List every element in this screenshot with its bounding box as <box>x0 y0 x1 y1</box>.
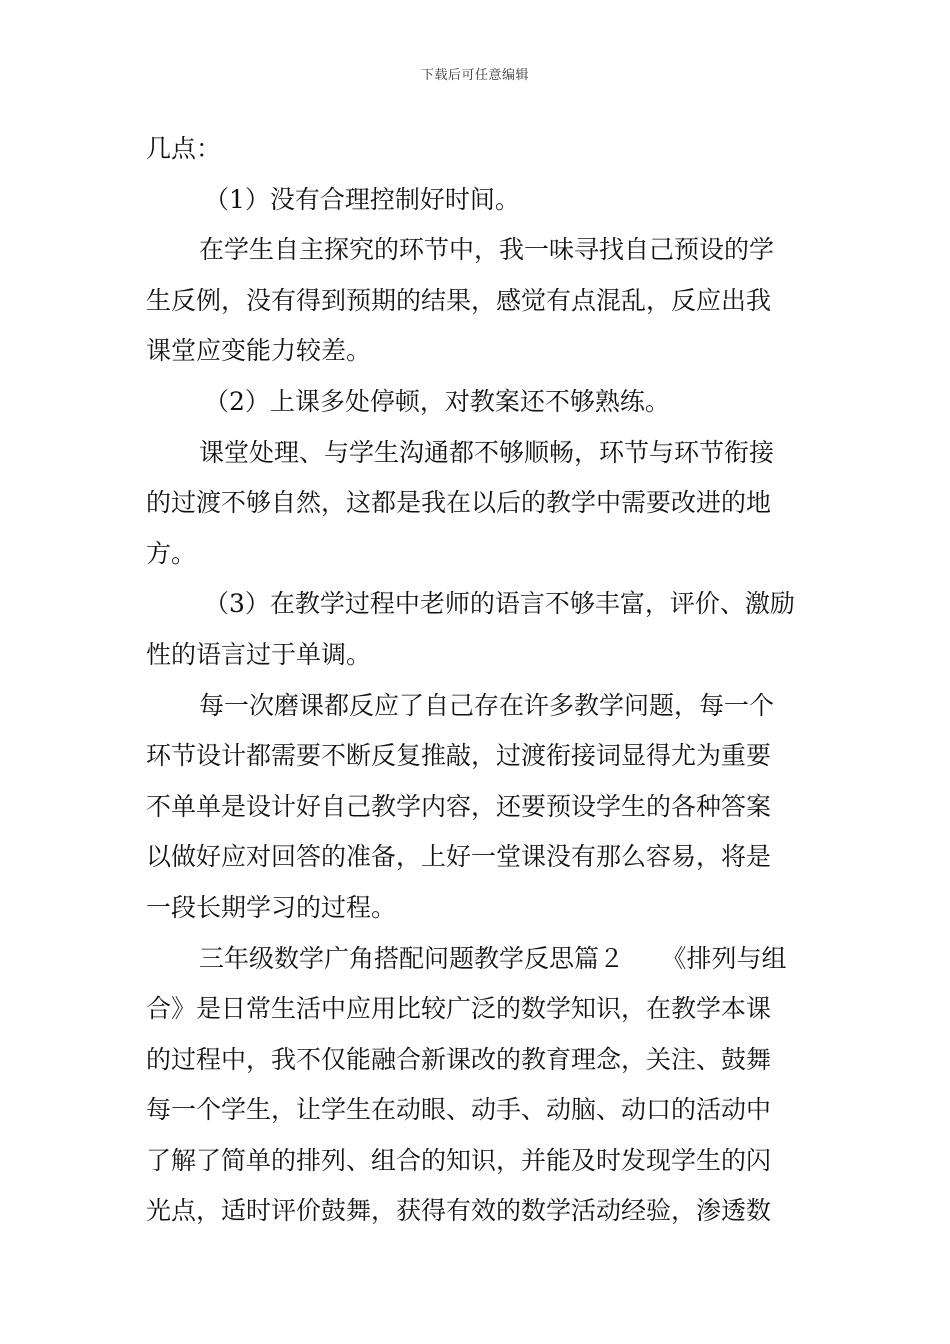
text-line: 合》是日常生活中应用比较广泛的数学知识，在教学本课 <box>146 994 772 1024</box>
text-line: 每一次磨课都反应了自己存在许多教学问题，每一个 <box>199 690 775 720</box>
text-line: （1）没有合理控制好时间。 <box>204 184 520 214</box>
text-line: 一段长期学习的过程。 <box>146 892 397 922</box>
text-line: 课堂应变能力较差。 <box>146 336 372 366</box>
document-body <box>146 124 810 1237</box>
text-line: 课堂处理、与学生沟通都不够顺畅，环节与环节衔接 <box>199 437 775 467</box>
text-line: 方。 <box>146 538 197 568</box>
text-line: 几点： <box>146 134 222 163</box>
text-line: 环节设计都需要不断反复推敲，过渡衔接词显得尤为重要 <box>146 741 772 771</box>
text-line: （2）上课多处停顿，对教案还不够熟练。 <box>204 386 670 416</box>
text-line: 的过程中，我不仅能融合新课改的教育理念，关注、鼓舞 <box>146 1044 772 1074</box>
text-line: 不单单是设计好自己教学内容，还要预设学生的各种答案 <box>146 791 772 821</box>
text-line: 在学生自主探究的环节中，我一味寻找自己预设的学 <box>199 235 775 265</box>
text-line: （3）在教学过程中老师的语言不够丰富，评价、激励 <box>204 589 795 619</box>
text-line: 光点，适时评价鼓舞，获得有效的数学活动经验，渗透数 <box>146 1196 772 1226</box>
text-line: 每一个学生，让学生在动眼、动手、动脑、动口的活动中 <box>146 1095 772 1125</box>
text-line: 三年级数学广角搭配问题教学反思篇２ 《排列与组 <box>199 943 787 973</box>
text-line: 性的语言过于单调。 <box>146 639 372 669</box>
text-line: 了解了简单的排列、组合的知识，并能及时发现学生的闪 <box>146 1145 772 1175</box>
text-line: 的过渡不够自然，这都是我在以后的教学中需要改进的地 <box>146 488 772 518</box>
text-line: 生反例，没有得到预期的结果，感觉有点混乱，反应出我 <box>146 285 772 315</box>
page-header-note: 下载后可任意编辑 <box>420 68 529 83</box>
text-line: 以做好应对回答的准备，上好一堂课没有那么容易，将是 <box>146 842 772 872</box>
